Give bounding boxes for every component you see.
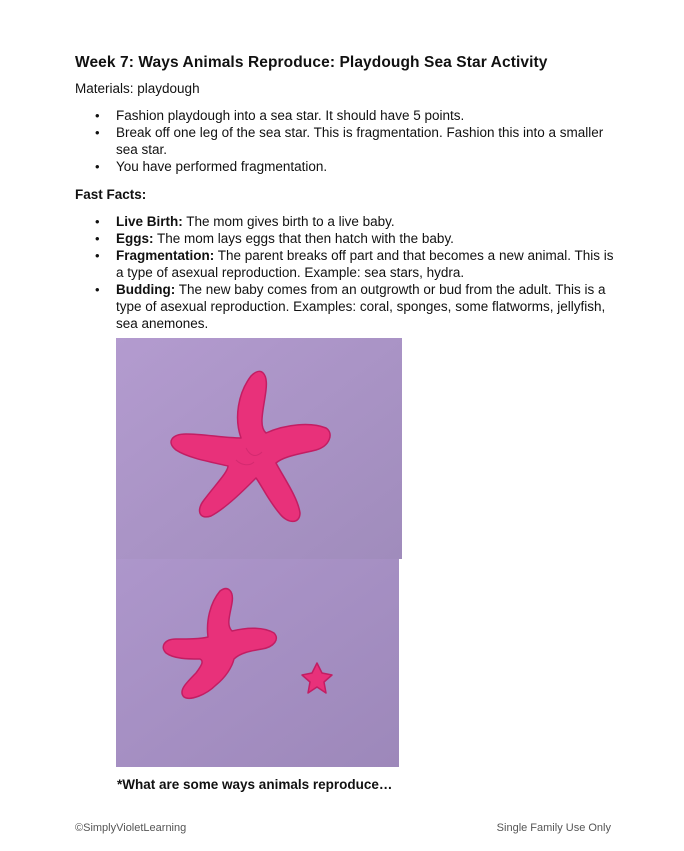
fact-term: Budding: (116, 282, 176, 297)
fact-term: Live Birth: (116, 214, 183, 229)
activity-steps-list (75, 107, 615, 175)
step-text: Fashion playdough into a sea star. It should have 5 points. (116, 108, 465, 123)
fast-facts-heading: Fast Facts: (75, 187, 147, 202)
fact-text: The parent breaks off part and that becomes a new animal. This is a type of asexual reproduction. Example: sea stars, hydra. (116, 248, 614, 280)
list-item (75, 281, 615, 332)
footer-copyright: ©SimplyVioletLearning (75, 822, 187, 834)
fact-term: Fragmentation: (116, 248, 215, 263)
discussion-question: *What are some ways animals reproduce… (117, 777, 393, 792)
sea-star-image (116, 338, 402, 559)
fact-text: The new baby comes from an outgrowth or bud from the adult. This is a type of asexual reproduction. Examples: coral, sponges, some flatworms, jellyfish, sea anemones. (116, 282, 606, 331)
footer-usage-note: Single Family Use Only (496, 822, 611, 834)
bullet-icon: • (95, 214, 100, 229)
step-text: You have performed fragmentation. (116, 159, 328, 174)
fragmented-sea-star-image (116, 559, 399, 767)
bullet-icon: • (95, 248, 100, 263)
fact-text: The mom gives birth to a live baby. (182, 214, 395, 229)
list-item (75, 107, 615, 124)
step-text: Break off one leg of the sea star. This is fragmentation. Fashion this into a smaller sea star. (116, 125, 604, 157)
list-item (75, 247, 615, 281)
bullet-icon: • (95, 231, 100, 246)
page-title: Week 7: Ways Animals Reproduce: Playdough Sea Star Activity (75, 54, 548, 71)
list-item (75, 158, 615, 175)
list-item (75, 124, 615, 158)
bullet-icon: • (95, 108, 100, 123)
bullet-icon: • (95, 125, 100, 140)
materials-line: Materials: playdough (75, 81, 200, 96)
fact-term: Eggs: (116, 231, 154, 246)
bullet-icon: • (95, 159, 100, 174)
list-item (75, 213, 615, 230)
fast-facts-list (75, 213, 615, 332)
list-item (75, 230, 615, 247)
fragmented-sea-star-photo (116, 559, 399, 767)
fact-text: The mom lays eggs that then hatch with the baby. (153, 231, 454, 246)
sea-star-photo (116, 338, 402, 559)
bullet-icon: • (95, 282, 100, 297)
